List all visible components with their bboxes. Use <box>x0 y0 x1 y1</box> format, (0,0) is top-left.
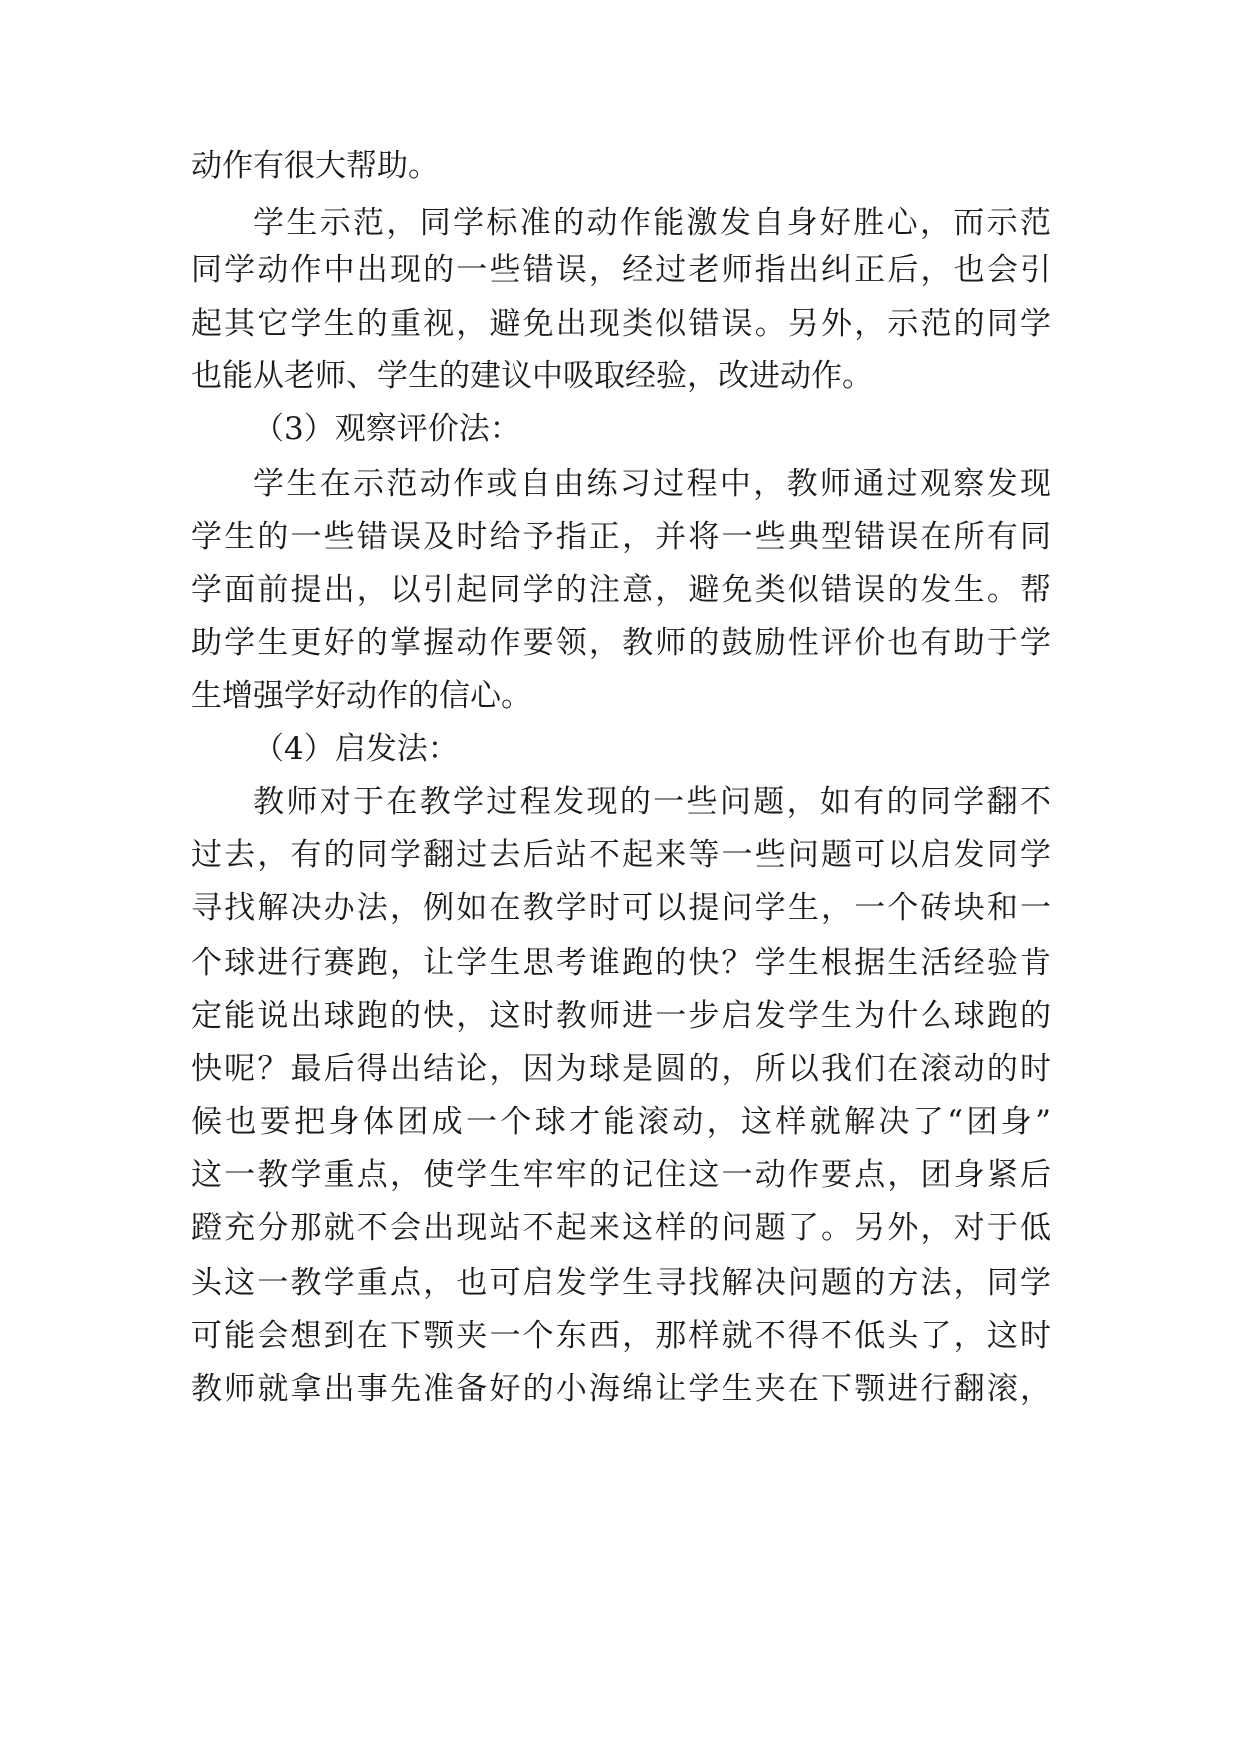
text-line: 个球进行赛跑，让学生思考谁跑的快？学生根据生活经验肯 <box>191 945 1051 981</box>
text-line: 起其它学生的重视，避免出现类似错误。另外，示范的同学 <box>191 306 1051 342</box>
text-line: 定能说出球跑的快，这时教师进一步启发学生为什么球跑的 <box>191 998 1051 1034</box>
text-line: 头这一教学重点，也可启发学生寻找解决问题的方法，同学 <box>191 1265 1051 1301</box>
text-line: 蹬充分那就不会出现站不起来这样的问题了。另外，对于低 <box>191 1210 1051 1246</box>
text-line: 学生示范，同学标准的动作能激发自身好胜心，而示范 <box>253 205 1051 241</box>
text-line: 过去，有的同学翻过去后站不起来等一些问题可以启发同学 <box>191 837 1051 873</box>
text-line: 快呢？最后得出结论，因为球是圆的，所以我们在滚动的时 <box>191 1051 1051 1087</box>
section-heading: （3）观察评价法： <box>253 411 521 447</box>
text-line: 候也要把身体团成一个球才能滚动，这样就解决了“团身” <box>191 1104 1051 1140</box>
text-line: 这一教学重点，使学生牢牢的记住这一动作要点，团身紧后 <box>191 1157 1051 1193</box>
text-line: 助学生更好的掌握动作要领，教师的鼓励性评价也有助于学 <box>191 625 1051 661</box>
text-line: 可能会想到在下颚夹一个东西，那样就不得不低头了，这时 <box>191 1318 1051 1354</box>
text-line: 学生在示范动作或自由练习过程中，教师通过观察发现 <box>253 466 1051 502</box>
text-line: 学面前提出，以引起同学的注意，避免类似错误的发生。帮 <box>191 572 1051 608</box>
section-heading: （4）启发法： <box>253 731 459 767</box>
text-line: 也能从老师、学生的建议中吸取经验，改进动作。 <box>191 358 873 394</box>
text-line: 教师就拿出事先准备好的小海绵让学生夹在下颚进行翻滚， <box>191 1371 1051 1407</box>
text-line: 学生的一些错误及时给予指正，并将一些典型错误在所有同 <box>191 519 1051 555</box>
text-line: 同学动作中出现的一些错误，经过老师指出纠正后，也会引 <box>191 252 1051 288</box>
text-line: 生增强学好动作的信心。 <box>191 678 532 714</box>
text-line: 寻找解决办法，例如在教学时可以提问学生，一个砖块和一 <box>191 890 1051 926</box>
text-line: 教师对于在教学过程发现的一些问题，如有的同学翻不 <box>253 784 1051 820</box>
text-line: 动作有很大帮助。 <box>191 148 439 184</box>
